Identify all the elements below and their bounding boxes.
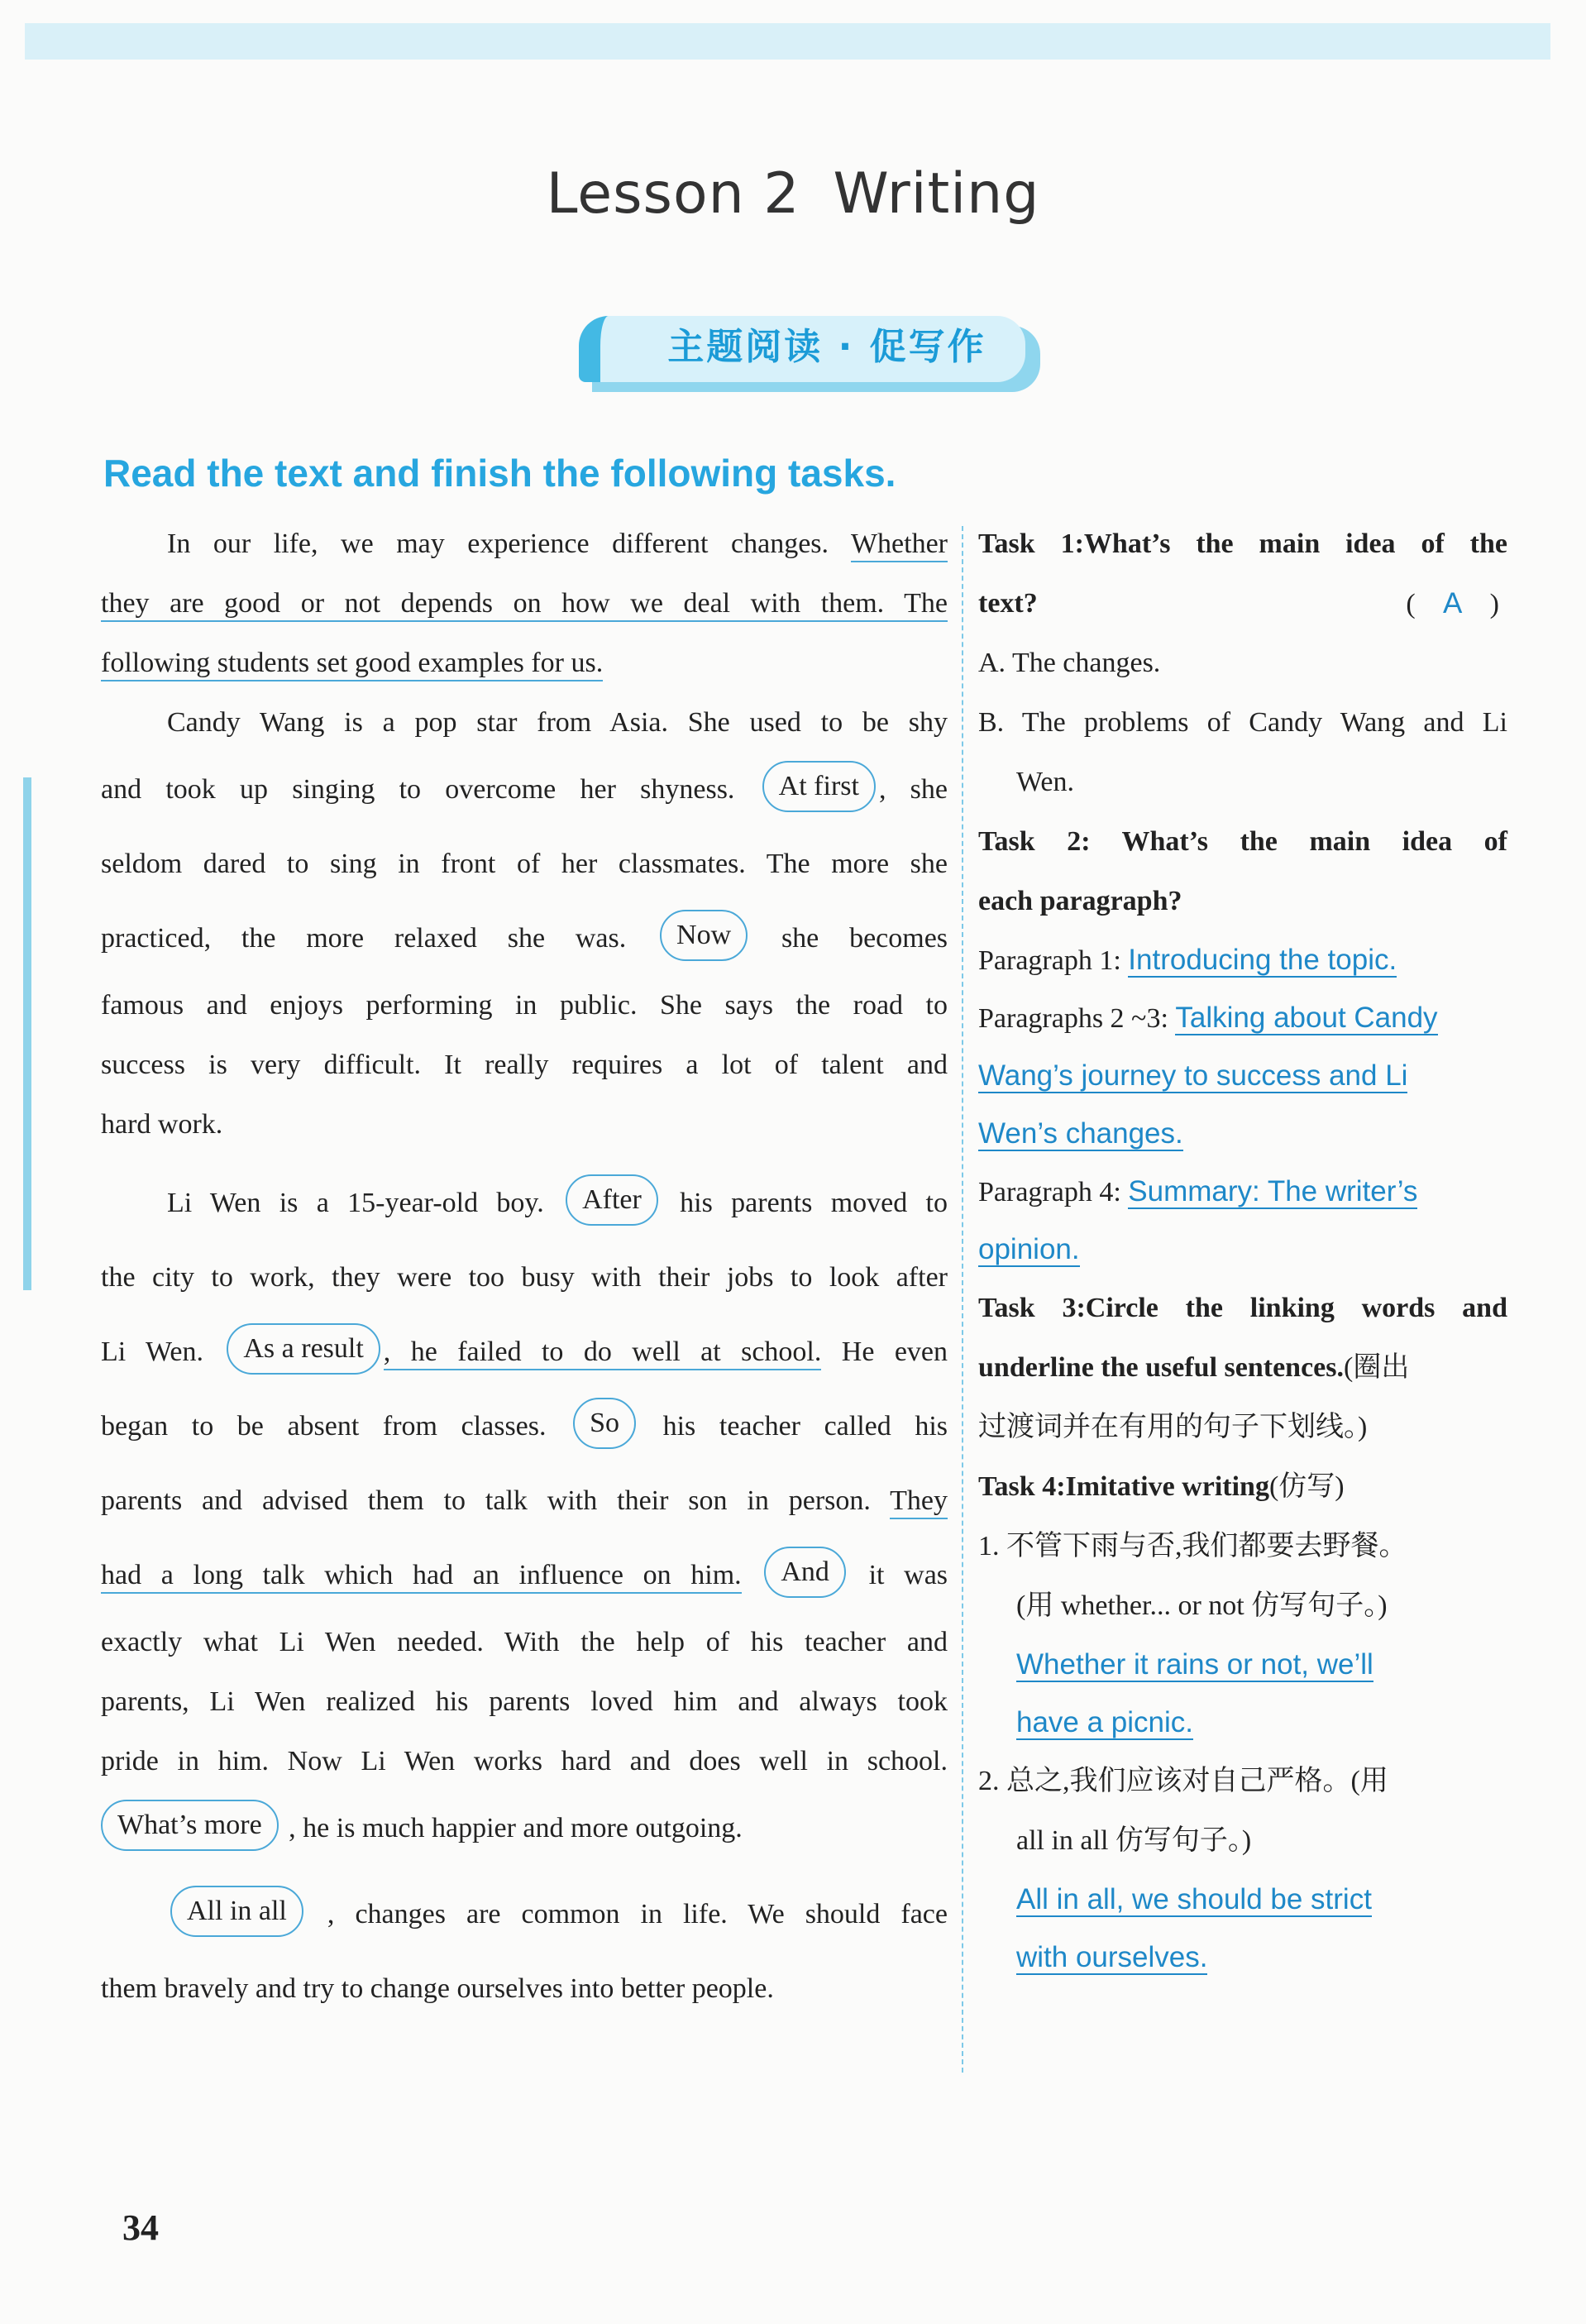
underlined-sentence: , he failed to do well at school. [384, 1337, 822, 1370]
task-1: Task 1:What’s the main idea of the text? ( A ) A. The changes. B. The problems of Candy Wang and Li Wen. [978, 514, 1507, 812]
task-1-question: Task 1:What’s the main idea of the [978, 528, 1507, 559]
section-banner [579, 314, 1042, 397]
imitation-2-answer: All in all, we should be strict [1016, 1883, 1372, 1915]
option-b: B. The problems of Candy Wang and Li [978, 707, 1507, 738]
paragraph-1: In our life, we may experience different changes. Whether they are good or not depends on how we deal with them. The following students set good examples for us. [101, 514, 948, 693]
imitation-1-prompt: 1. 不管下雨与否,我们都要去野餐。 [978, 1531, 1407, 1561]
imitation-1-answer: Whether it rains or not, we’ll [1016, 1648, 1373, 1681]
underlined-sentence: following students set good examples for us. [101, 648, 603, 681]
paragraph-3: Li Wen is a 15-year-old boy. After his parents moved to the city to work, they were too busy with their jobs to look after Li Wen. As a result , he failed to do well at school. He even began to be absent from classes. So his teacher called his parents and advised them to talk with their son in person. They had a long talk which had an influence on him. And it was exactly what Li Wen needed. With the help of his teacher and parents, Li Wen realized his parents loved him and always took pride in him. Now Li Wen works hard and does well in school. What’s more , he is much happier and more outgoing. [101, 1166, 948, 1866]
paragraph-2: Candy Wang is a pop star from Asia. She used to be shy and took up singing to overcome her shyness. At first , she seldom dared to sing in front of her classmates. The more she practiced, the more relaxed she was. Now she becomes famous and enjoys performing in public. She says the road to success is very difficult. It really requires a lot of talent and hard work. [101, 707, 948, 1140]
circled-linking-word: So [573, 1398, 636, 1449]
left-margin-stripe [23, 777, 31, 1290]
circled-linking-word: As a result [227, 1323, 380, 1375]
instruction-heading: Read the text and finish the following tasks. [103, 452, 896, 495]
circled-linking-word: After [566, 1174, 658, 1226]
option-a: A. The changes. [978, 648, 1161, 678]
task-3: Task 3:Circle the linking words and underline the useful sentences.(圈出 过渡词并在有用的句子下划线。) [978, 1279, 1507, 1457]
task-1-answer: A [1442, 587, 1463, 619]
paragraph-1-answer: Introducing the topic. [1128, 944, 1397, 976]
task-4-question: Task 4:Imitative writing [978, 1471, 1269, 1502]
tasks-column [978, 514, 1507, 1987]
paragraph-2-3-answer: Talking about Candy [1175, 1002, 1438, 1034]
top-color-bar [25, 23, 1550, 60]
lesson-title [0, 161, 1586, 227]
paragraph-4: All in all , changes are common in life. We should face them bravely and try to change ourselves into better people. [101, 1877, 948, 2026]
underlined-sentence: had a long talk which had an influence on him. [101, 1560, 742, 1594]
underlined-sentence: Whether [851, 528, 948, 562]
task-3-question: Task 3:Circle the linking words and [978, 1293, 1507, 1323]
underlined-sentence: They [890, 1485, 948, 1519]
banner-label: 主题阅读 · 促写作 [667, 326, 986, 368]
lesson-topic: Writing [833, 161, 1040, 227]
task-2: Task 2: What’s the main idea of each paragraph? Paragraph 1: Introducing the topic. Paragraphs 2 ~3: Talking about Candy Wang’s journey to success and Li Wen’s changes. Paragraph 4: Summary: The writer’s opinion. [978, 812, 1507, 1279]
task-4: Task 4:Imitative writing(仿写) 1. 不管下雨与否,我们都要去野餐。 (用 whether... or not 仿写句子。) Whether it rains or not, we’ll have a picnic. 2. 总之,我们应该对自己严格。(用 all in all 仿写句子。) All in all, we should be strict with ourselves. [978, 1457, 1507, 1987]
circled-linking-word: What’s more [101, 1800, 279, 1851]
answer-bracket: ( A ) [1406, 574, 1507, 634]
circled-linking-word: At first [762, 761, 876, 812]
task-2-question: Task 2: What’s the main idea of [978, 826, 1507, 857]
reading-passage [101, 514, 948, 2026]
circled-linking-word: Now [660, 910, 748, 961]
page-number: 34 [122, 2207, 159, 2248]
circled-linking-word: All in all [170, 1886, 303, 1937]
underlined-sentence: they are good or not depends on how we deal with them. The [101, 588, 948, 622]
circled-linking-word: And [764, 1547, 846, 1598]
paragraph-4-answer: Summary: The writer’s [1128, 1175, 1418, 1207]
imitation-2-prompt: 2. 总之,我们应该对自己严格。(用 [978, 1766, 1388, 1796]
column-divider [962, 526, 963, 2073]
lesson-number: Lesson 2 [546, 161, 800, 227]
